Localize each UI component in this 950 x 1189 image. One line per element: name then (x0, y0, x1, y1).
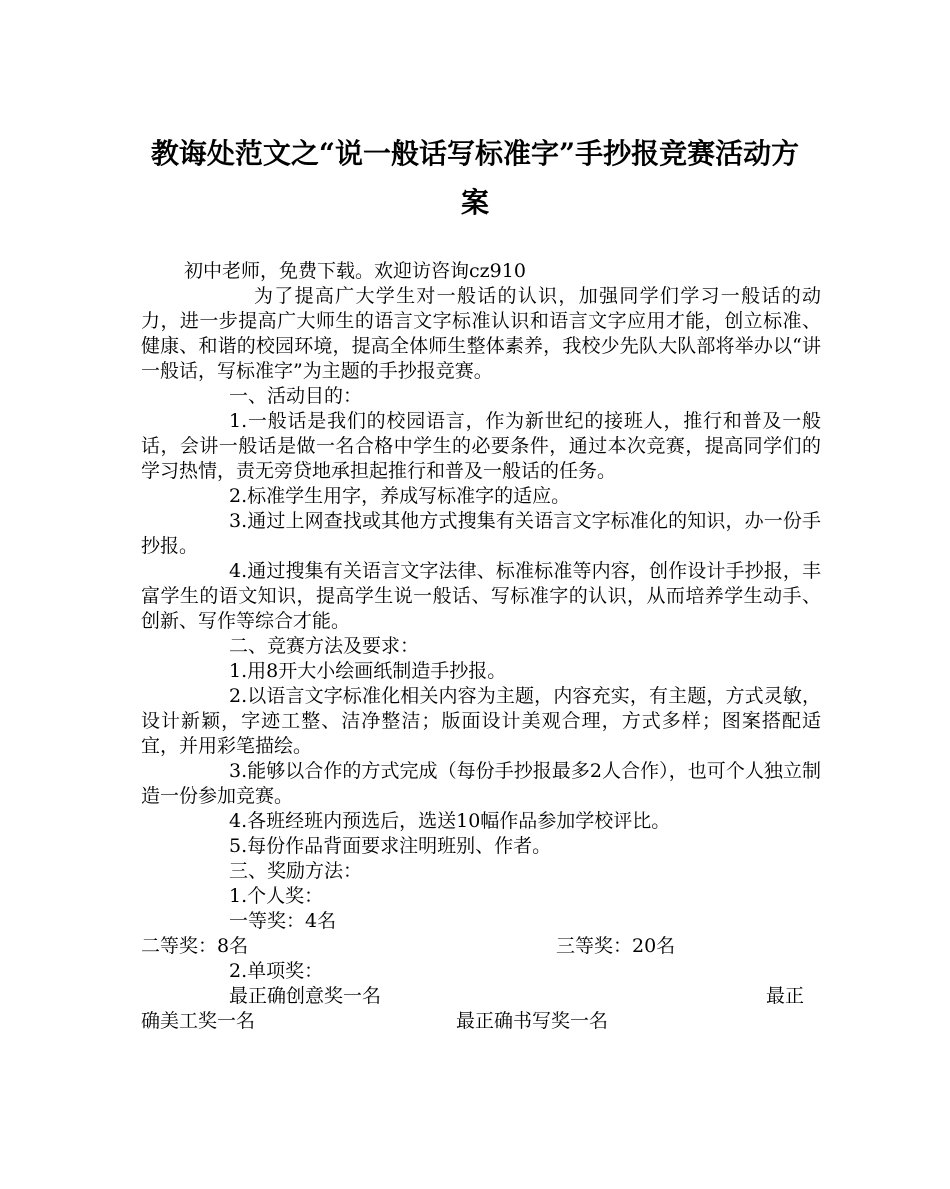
document-title-line-1: 教诲处范文之“说一般话写标准字”手抄报竞赛活动方 (150, 137, 800, 170)
purpose-paragraph: 为了提高广大学生对一般话的认识，加强同学们学习一般话的动力，进一步提高广大师生的语言文字标准认识和语言文字应用才能，创立标准、健康、和谐的校园环境，提高全体师生整体素养，我校少先队大队部将举办以“讲一般话，写标准字”为主题的手抄报竞赛。 (141, 285, 821, 382)
intro-line: 初中老师，免费下载。欢迎访咨询cz910 (184, 260, 526, 282)
calligraphy-award: 最正确书写奖一名 (456, 1010, 609, 1032)
art-calligraphy-award-row (141, 1009, 821, 1034)
section-2-item-5: 5.每份作品背面要求注明班别、作者。 (229, 835, 552, 857)
section-1-item-2: 2.标准学生用字，养成写标准字的适应。 (229, 485, 571, 507)
second-third-prize-row (141, 934, 821, 959)
document-body (141, 259, 821, 1034)
third-prize: 三等奖：20名 (556, 935, 676, 957)
section-2-item-1: 1.用8开大小绘画纸制造手抄报。 (229, 660, 507, 682)
single-award-label: 2.单项奖： (229, 960, 324, 982)
section-2-item-4: 4.各班经班内预选后，选送10幅作品参加学校评比。 (229, 810, 671, 832)
art-award-part-2: 确美工奖一名 (141, 1010, 256, 1032)
creative-award: 最正确创意奖一名 (229, 985, 382, 1007)
creative-award-row (141, 984, 821, 1009)
section-1-item-3: 3.通过上网查找或其他方式搜集有关语言文字标准化的知识，办一份手抄报。 (141, 510, 821, 557)
section-1-item-4: 4.通过搜集有关语言文字法律、标准标准等内容，创作设计手抄报，丰富学生的语文知识，提高学生说一般话、写标准字的认识，从而培养学生动手、创新、写作等综合才能。 (141, 560, 821, 632)
document-title-line-2: 案 (460, 186, 489, 219)
section-1-heading: 一、活动目的： (229, 385, 363, 407)
section-2-item-2: 2.以语言文字标准化相关内容为主题，内容充实，有主题，方式灵敏，设计新颖，字迹工整、洁净整洁；版面设计美观合理，方式多样；图案搭配适宜，并用彩笔描绘。 (141, 685, 821, 757)
individual-award-label: 1.个人奖： (229, 885, 324, 907)
second-prize: 二等奖：8名 (141, 935, 249, 957)
section-2-heading: 二、竞赛方法及要求： (229, 635, 420, 657)
section-1-item-1: 1.一般话是我们的校园语言，作为新世纪的接班人，推行和普及一般话，会讲一般话是做一名合格中学生的必要条件，通过本次竞赛，提高同学们的学习热情，责无旁贷地承担起推行和普及一般话的任务。 (141, 410, 821, 482)
first-prize: 一等奖：4名 (229, 910, 337, 932)
art-award-part-1: 最正 (766, 985, 805, 1007)
section-2-item-3: 3.能够以合作的方式完成（每份手抄报最多2人合作），也可个人独立制造一份参加竞赛。 (141, 760, 821, 807)
section-3-heading: 三、奖励方法： (229, 860, 363, 882)
